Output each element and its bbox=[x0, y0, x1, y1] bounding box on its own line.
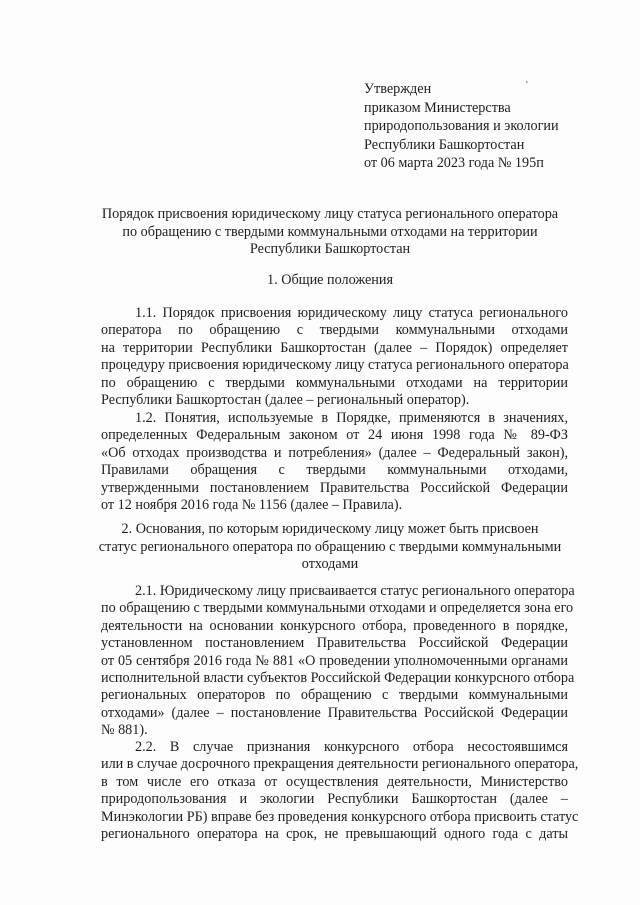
text-line: исполнительной власти субъектов Российской Федерации конкурсного отбора bbox=[101, 669, 575, 686]
approval-stamp bbox=[364, 80, 604, 173]
text-line: установленном постановлением Правительства Российской Федерации bbox=[101, 635, 568, 652]
paragraph-2-2 bbox=[101, 739, 579, 843]
title-line: по обращению с твердыми коммунальными отходами на территории bbox=[122, 223, 538, 240]
text-line: от 12 ноября 2016 года № 1156 (далее – Правила). bbox=[101, 496, 403, 513]
paragraph-2-1 bbox=[101, 583, 575, 740]
text-line: 1.2. Понятия, используемые в Порядке, применяются в значениях, bbox=[135, 410, 568, 426]
text-line: отходами» (далее – постановление Правительства Российской Федерации bbox=[101, 704, 568, 721]
title-line: Республики Башкортостан bbox=[249, 241, 411, 257]
approval-line: приказом Министерства bbox=[364, 99, 511, 116]
text-line: «Об отходах производства и потребления» (далее – Федеральный закон), bbox=[101, 444, 568, 461]
text-line: Республики Башкортостан (далее – региональный оператор). bbox=[101, 391, 470, 408]
text-line: 2.2. В случае признания конкурсного отбора несостоявшимся bbox=[135, 739, 568, 755]
paragraph-1-2 bbox=[101, 410, 568, 514]
text-line: деятельности на основании конкурсного отбора, проведенного в порядке, bbox=[101, 617, 568, 634]
text-line: процедуру присвоения юридическому лицу статуса регионального оператора bbox=[101, 357, 569, 374]
text-line: утвержденными постановлением Правительства Российской Федерации bbox=[101, 479, 568, 496]
text-line: природопользования и экологии Республики Башкортостан (далее – bbox=[101, 791, 568, 808]
text-line: 2.1. Юридическому лицу присваивается статус регионального оператора bbox=[135, 583, 575, 599]
text-line: на территории Республики Башкортостан (далее – Порядок) определяет bbox=[101, 339, 568, 356]
text-line: или в случае досрочного прекращения деятельности регионального оператора, bbox=[101, 756, 579, 773]
title-line: Порядок присвоения юридическому лицу статуса регионального оператора bbox=[101, 206, 559, 222]
text-line: определенных Федеральным законом от 24 июня 1998 года № 89-ФЗ bbox=[101, 427, 568, 444]
text-line: № 881). bbox=[101, 722, 148, 739]
approval-line: Утвержден bbox=[364, 81, 432, 97]
text-line: регионального оператора на срок, не превышающий одного года с даты bbox=[101, 825, 568, 842]
text-line: региональных операторов по обращению с твердыми коммунальными bbox=[101, 687, 568, 704]
text-line: в том числе его отказа от осуществления деятельности, Министерство bbox=[101, 773, 568, 790]
document-title bbox=[95, 206, 565, 259]
text-line: от 05 сентября 2016 года № 881 «О проведении уполномоченными органами bbox=[101, 652, 568, 669]
text-line: оператора по обращению с твердыми коммунальными отходами bbox=[101, 322, 568, 339]
text-line: 1.1. Порядок присвоения юридическому лицу статуса регионального bbox=[135, 305, 568, 321]
approval-line: природопользования и экологии bbox=[364, 118, 559, 134]
section-1-heading: 1. Общие положения bbox=[267, 272, 393, 288]
section-2-heading: 2. Основания, по которым юридическому лицу может быть присвоен статус регионального оператора по обращению с твердыми коммунальными отходами bbox=[98, 521, 562, 572]
text-line: по обращению с твердыми коммунальными отходами на территории bbox=[101, 374, 568, 391]
text-line: Правилами обращения с твердыми коммунальными отходами, bbox=[101, 462, 568, 479]
paragraph-1-1 bbox=[101, 305, 568, 409]
approval-line: от 06 марта 2023 года № 195п bbox=[364, 155, 544, 171]
text-line: Минэкологии РБ) вправе без проведения конкурсного отбора присвоить статус bbox=[101, 808, 579, 825]
approval-line: Республики Башкортостан bbox=[364, 136, 525, 153]
scan-mark-icon: ' bbox=[526, 80, 528, 91]
text-line: по обращению с твердыми коммунальными отходами и определяется зона его bbox=[101, 600, 574, 617]
